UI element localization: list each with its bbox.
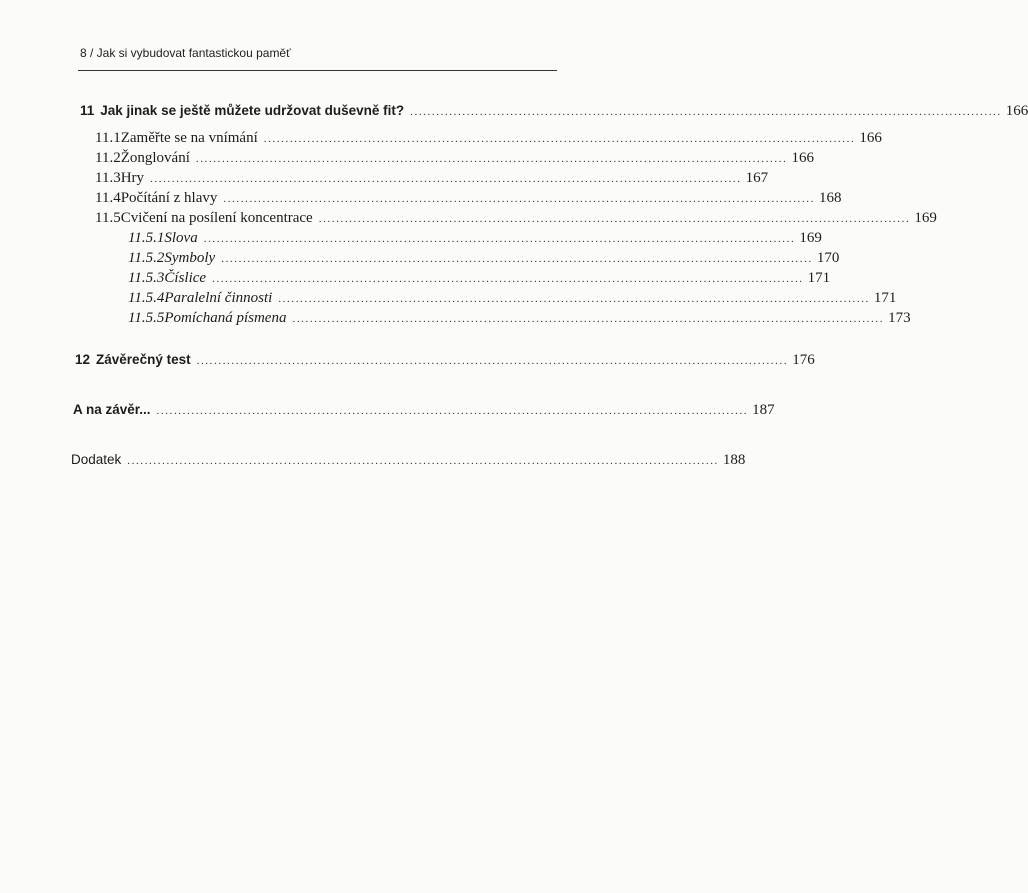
toc-entry-11-3[interactable] xyxy=(95,170,769,187)
running-header: 8 / Jak si vybudovat fantastickou paměť xyxy=(80,46,291,60)
toc-page: 171 xyxy=(807,270,831,286)
toc-entry-11-5-5[interactable] xyxy=(128,310,911,327)
toc-number: 11.2 xyxy=(95,150,121,166)
toc-number: 11.5.1 xyxy=(128,230,165,246)
toc-page: 188 xyxy=(722,452,746,468)
toc-page: 166 xyxy=(1005,103,1028,119)
toc-title: Hry xyxy=(120,170,145,186)
toc-page: 170 xyxy=(816,250,840,266)
toc-leader: ........................................................................................................................................ xyxy=(196,355,789,367)
toc-entry-ch12[interactable] xyxy=(75,352,815,369)
toc-number: 11.5.3 xyxy=(128,270,165,286)
toc-leader: ........................................................................................................................................ xyxy=(203,233,796,245)
toc-entry-11-2[interactable] xyxy=(95,150,814,167)
toc-number: 11.5 xyxy=(95,210,121,226)
toc-number: 11.5.5 xyxy=(128,310,165,326)
toc-title: Žonglování xyxy=(120,150,190,166)
toc-leader: ........................................................................................................................................ xyxy=(150,173,742,185)
toc-leader: ........................................................................................................................................ xyxy=(223,193,815,205)
toc-title: Zaměřte se na vnímání xyxy=(120,130,258,146)
toc-number: 11.4 xyxy=(95,190,121,206)
toc-title: Slova xyxy=(164,230,198,246)
toc-title: Cvičení na posílení koncentrace xyxy=(120,210,313,226)
toc-leader: ........................................................................................................................................ xyxy=(410,106,1002,118)
toc-number: 11.5.4 xyxy=(128,290,165,306)
toc-page: 167 xyxy=(745,170,769,186)
toc-title: Jak jinak se ještě můžete udržovat duševně fit? xyxy=(100,103,405,118)
toc-leader: ........................................................................................................................................ xyxy=(212,273,804,285)
toc-number: 11.1 xyxy=(95,130,121,146)
toc-entry-appendix[interactable] xyxy=(71,452,746,469)
toc-title: Symboly xyxy=(164,250,216,266)
toc-leader: ........................................................................................................................................ xyxy=(263,133,856,145)
toc-entry-ch11[interactable] xyxy=(80,103,1028,120)
toc-leader: ........................................................................................................................................ xyxy=(156,405,749,417)
toc-title: Počítání z hlavy xyxy=(120,190,218,206)
toc-entry-11-5[interactable] xyxy=(95,210,937,227)
toc-page: 168 xyxy=(818,190,842,206)
toc-entry-11-5-2[interactable] xyxy=(128,250,840,267)
toc-page: 173 xyxy=(888,310,911,326)
toc-leader: ........................................................................................................................................ xyxy=(292,313,885,325)
toc-number: 11.3 xyxy=(95,170,121,186)
toc-number: 11.5.2 xyxy=(128,250,165,266)
toc-leader: ........................................................................................................................................ xyxy=(318,213,911,225)
toc-title: A na závěr... xyxy=(73,402,151,417)
toc-number: 12 xyxy=(75,352,91,367)
toc-leader: ........................................................................................................................................ xyxy=(278,293,870,305)
toc-entry-11-5-4[interactable] xyxy=(128,290,897,307)
toc-page: 169 xyxy=(914,210,937,226)
toc-leader: ........................................................................................................................................ xyxy=(127,455,719,467)
toc-title: Závěrečný test xyxy=(96,352,191,367)
toc-page: 187 xyxy=(752,402,775,418)
toc-page: 176 xyxy=(792,352,815,368)
toc-title: Pomíchaná písmena xyxy=(164,310,287,326)
toc-entry-11-5-3[interactable] xyxy=(128,270,831,287)
toc-page: 171 xyxy=(873,290,897,306)
toc-entry-11-4[interactable] xyxy=(95,190,842,207)
toc-title: Číslice xyxy=(164,270,207,286)
toc-leader: ........................................................................................................................................ xyxy=(195,153,788,165)
toc-leader: ........................................................................................................................................ xyxy=(221,253,813,265)
toc-title: Dodatek xyxy=(71,452,122,467)
toc-page: 169 xyxy=(799,230,822,246)
toc-entry-11-1[interactable] xyxy=(95,130,882,147)
toc-entry-conclusion[interactable] xyxy=(73,402,775,419)
toc-number: 11 xyxy=(80,103,95,118)
toc-page: 166 xyxy=(791,150,814,166)
header-rule xyxy=(78,70,557,71)
toc-title: Paralelní činnosti xyxy=(164,290,273,306)
toc-entry-11-5-1[interactable] xyxy=(128,230,822,247)
toc-page: 166 xyxy=(859,130,882,146)
